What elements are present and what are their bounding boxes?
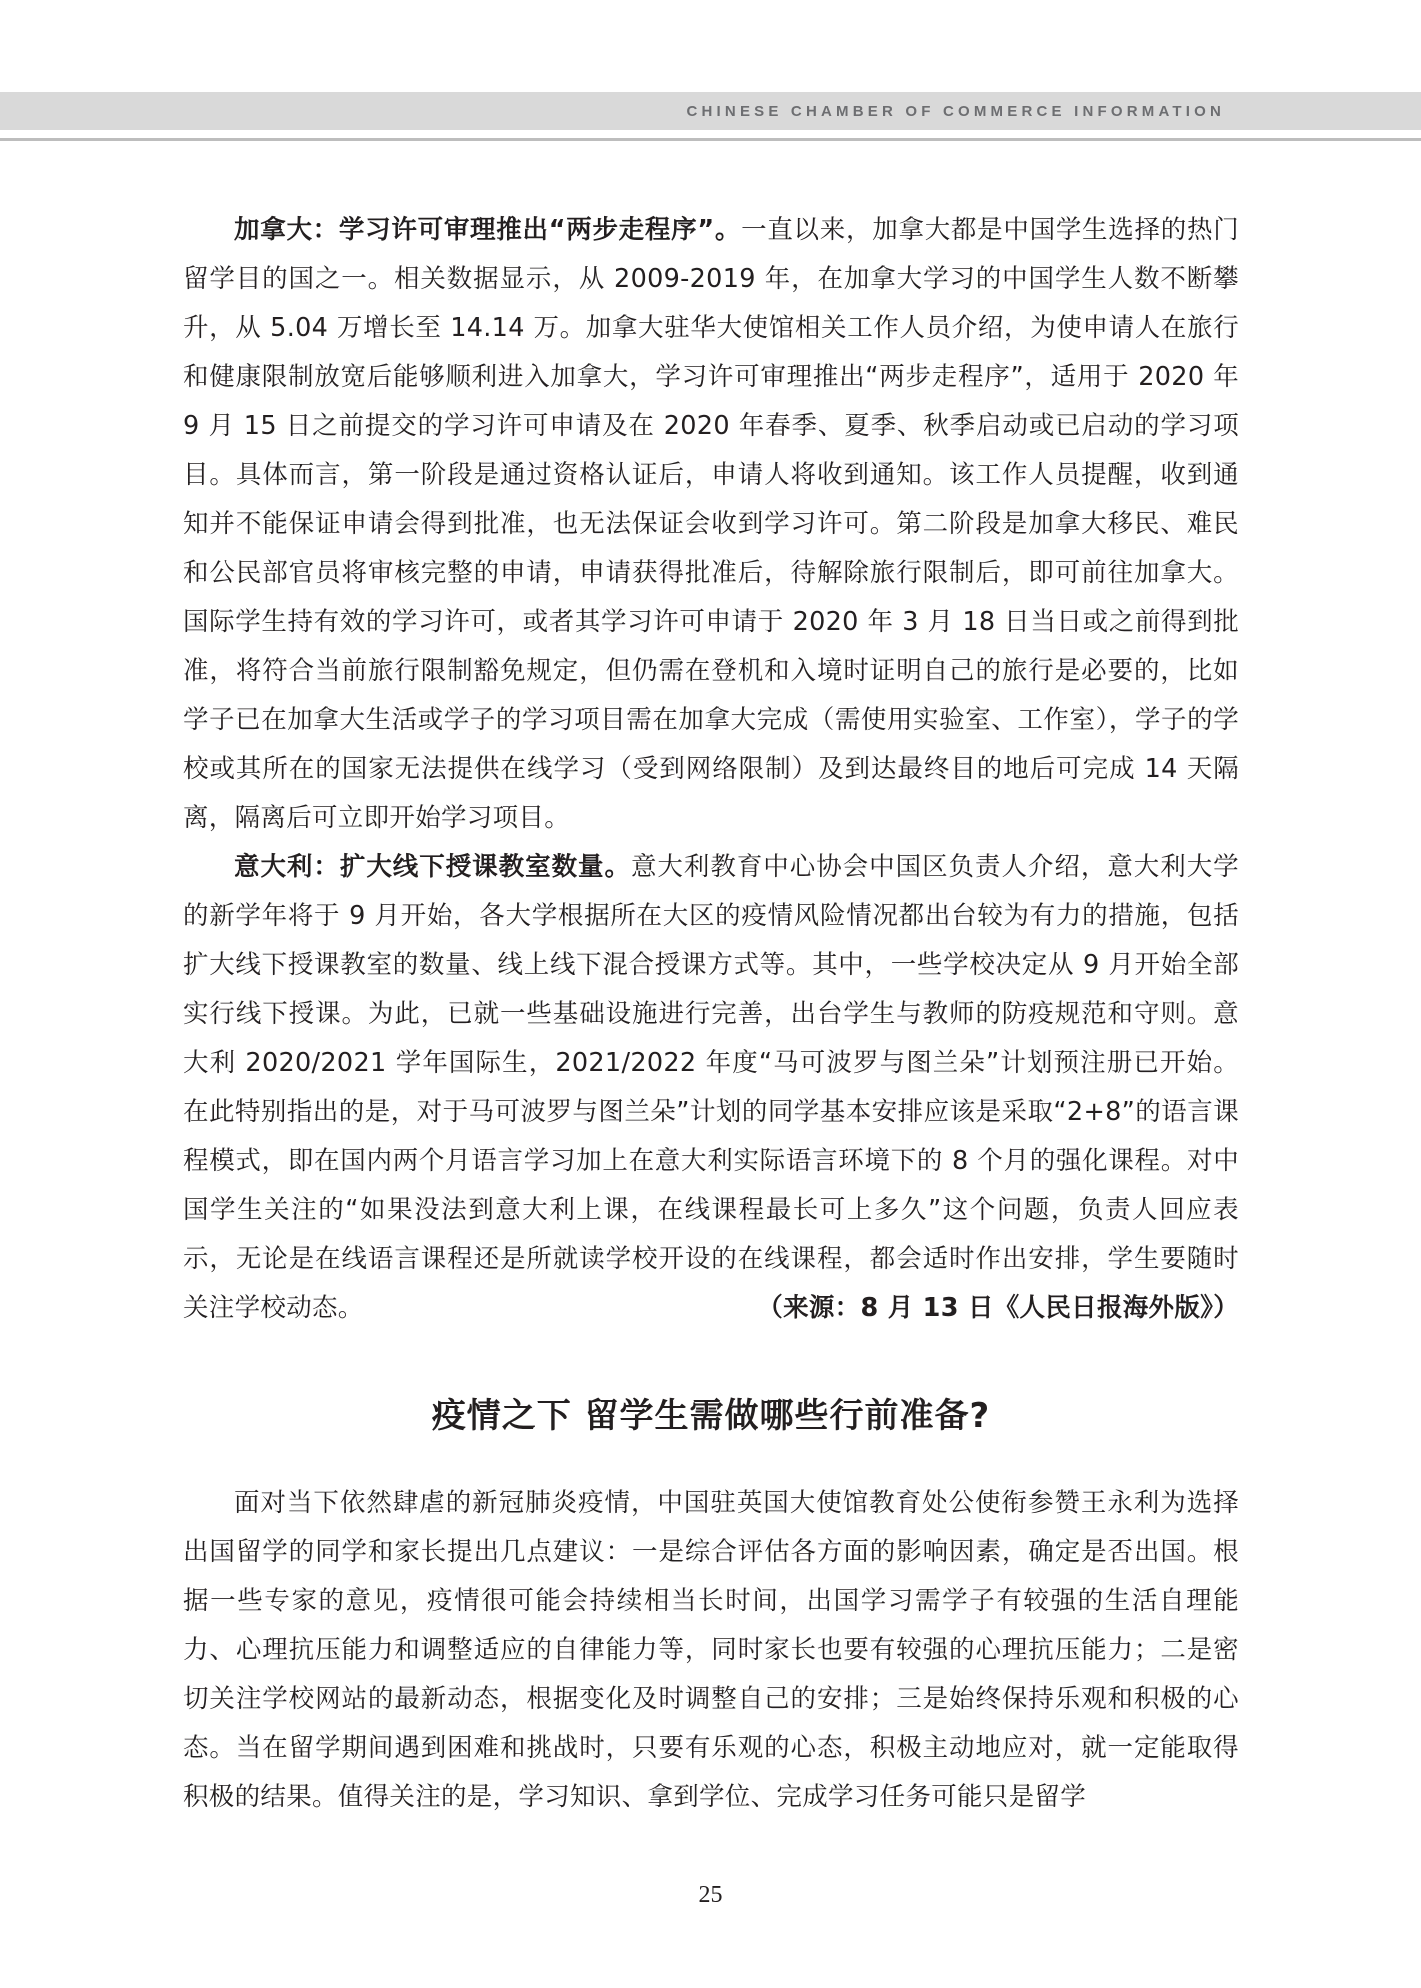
header-rule bbox=[0, 138, 1421, 141]
paragraph-lead-canada: 加拿大：学习许可审理推出“两步走程序”。 bbox=[234, 215, 742, 245]
paragraph-italy bbox=[183, 843, 1239, 1333]
paragraph-lead-italy: 意大利：扩大线下授课教室数量。 bbox=[234, 852, 631, 882]
running-header: CHINESE CHAMBER OF COMMERCE INFORMATION bbox=[686, 103, 1225, 120]
page-number: 25 bbox=[698, 1882, 723, 1908]
paragraph-section-body: 面对当下依然肆虐的新冠肺炎疫情，中国驻英国大使馆教育处公使衔参赞王永利为选择出国留学的同学和家长提出几点建议：一是综合评估各方面的影响因素，确定是否出国。根据一些专家的意见，疫情很可能会持续相当长时间，出国学习需学子有较强的生活自理能力、心理抗压能力和调整适应的自律能力等，同时家长也要有较强的心理抗压能力；二是密切关注学校网站的最新动态，根据变化及时调整自己的安排；三是始终保持乐观和积极的心态。当在留学期间遇到困难和挑战时，只要有乐观的心态，积极主动地应对，就一定能取得积极的结果。值得关注的是，学习知识、拿到学位、完成学习任务可能只是留学 bbox=[183, 1488, 1239, 1812]
paragraph-body-canada: 一直以来，加拿大都是中国学生选择的热门留学目的国之一。相关数据显示，从 2009-2019 年，在加拿大学习的中国学生人数不断攀升，从 5.04 万增长至 14.14 万。加拿大驻华大使馆相关工作人员介绍，为使申请人在旅行和健康限制放宽后能够顺利进入加拿大，学习许可审理推出“两步走程序”，适用于 2020 年 9 月 15 日之前提交的学习许可申请及在 2020 年春季、夏季、秋季启动或已启动的学习项目。具体而言，第一阶段是通过资格认证后，申请人将收到通知。该工作人员提醒，收到通知并不能保证申请会得到批准，也无法保证会收到学习许可。第二阶段是加拿大移民、难民和公民部官员将审核完整的申请，申请获得批准后，待解除旅行限制后，即可前往加拿大。国际学生持有效的学习许可，或者其学习许可申请于 2020 年 3 月 18 日当日或之前得到批准，将符合当前旅行限制豁免规定，但仍需在登机和入境时证明自己的旅行是必要的，比如学子已在加拿大生活或学子的学习项目需在加拿大完成（需使用实验室、工作室），学子的学校或其所在的国家无法提供在线学习（受到网络限制）及到达最终目的地后可完成 14 天隔离，隔离后可立即开始学习项目。 bbox=[183, 215, 1239, 833]
paragraph-body-italy: 意大利教育中心协会中国区负责人介绍，意大利大学的新学年将于 9 月开始，各大学根据所在大区的疫情风险情况都出台较为有力的措施，包括扩大线下授课教室的数量、线上线下混合授课方式等。其中，一些学校决定从 9 月开始全部实行线下授课。为此，已就一些基础设施进行完善，出台学生与教师的防疫规范和守则。意大利 2020/2021 学年国际生，2021/2022 年度“马可波罗与图兰朵”计划预注册已开始。在此特别指出的是，对于马可波罗与图兰朵”计划的同学基本安排应该是采取“2+8”的语言课程模式，即在国内两个月语言学习加上在意大利实际语言环境下的 8 个月的强化课程。对中国学生关注的“如果没法到意大利上课，在线课程最长可上多久”这个问题，负责人回应表示，无论是在线语言课程还是所就读学校开设的在线课程，都会适时作出安排，学生要随时关注学校动态。 bbox=[183, 852, 1239, 1323]
paragraph-canada bbox=[183, 206, 1239, 843]
section-title: 疫情之下 留学生需做哪些行前准备? bbox=[431, 1396, 991, 1436]
page-content bbox=[183, 206, 1239, 1822]
source-citation: （来源：8 月 13 日《人民日报海外版》） bbox=[757, 1293, 1239, 1323]
